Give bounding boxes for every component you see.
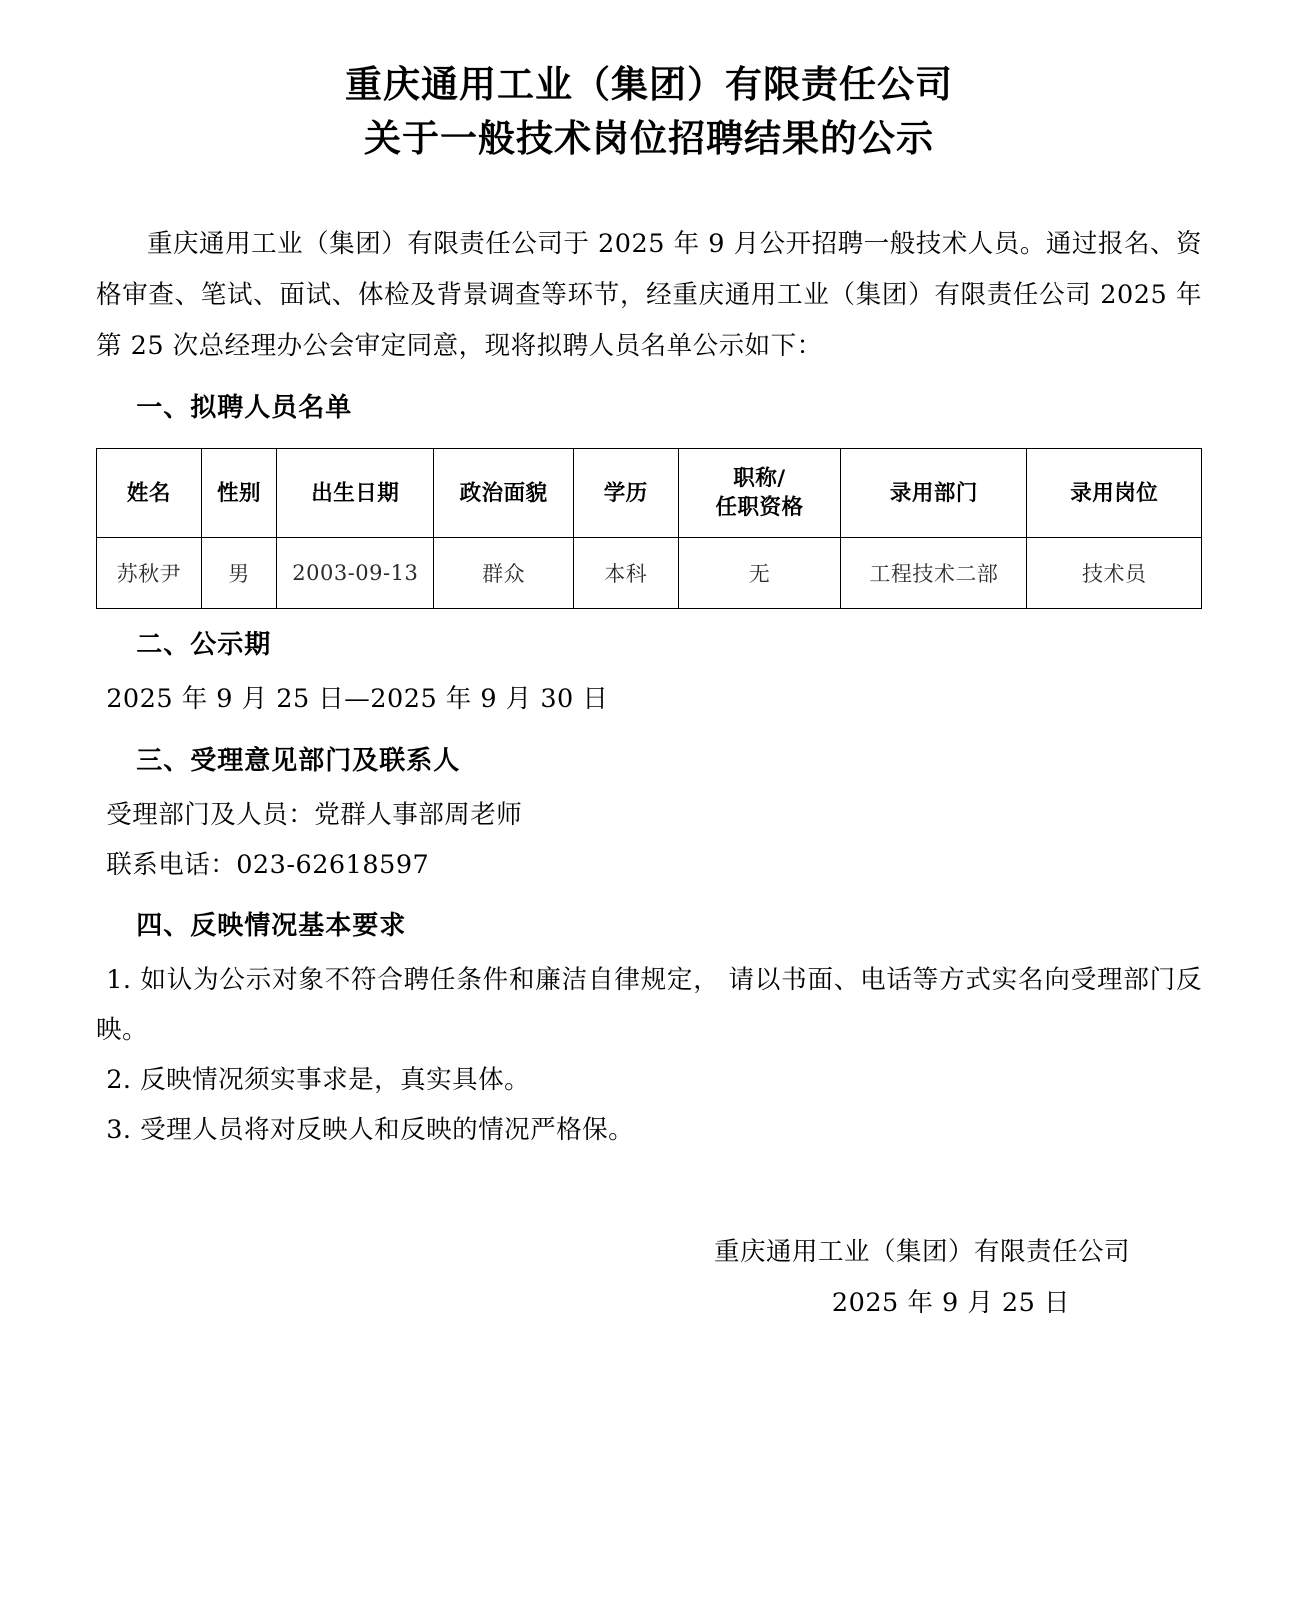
- page-title-line-1: 重庆通用工业（集团）有限责任公司: [345, 63, 953, 106]
- header-text: 录用岗位: [1070, 480, 1159, 506]
- section-heading-two: 二、公示期: [136, 630, 272, 661]
- header-text-line-2: 任职资格: [715, 495, 804, 521]
- cell-position: 技术员: [1027, 538, 1202, 609]
- header-text: 性别: [216, 480, 261, 506]
- cell-name: 苏秋尹: [97, 538, 202, 609]
- table-header-cell-education: [573, 449, 678, 538]
- requirement-item-2: 2. 反映情况须实事求是，真实具体。: [106, 1064, 531, 1095]
- table-header-cell-position: [1027, 449, 1202, 538]
- requirement-item-1: 1. 如认为公示对象不符合聘任条件和廉洁自律规定， 请以书面、电话等方式实名向受理部门反映。: [96, 965, 1202, 1046]
- document-body: [96, 219, 1202, 1329]
- contact-department-line: 受理部门及人员：党群人事部周老师: [106, 800, 523, 830]
- table-header-row: [97, 449, 1202, 538]
- cell-department: 工程技术二部: [841, 538, 1027, 609]
- signature-block: [96, 1227, 1202, 1329]
- section-heading-one: 一、拟聘人员名单: [136, 393, 353, 424]
- table-header-cell-department: [841, 449, 1027, 538]
- appointee-roster-table: [96, 448, 1202, 609]
- cell-gender: 男: [201, 538, 277, 609]
- header-text: 学历: [603, 480, 648, 506]
- publicity-period-line: 2025 年 9 月 25 日—2025 年 9 月 30 日: [106, 684, 609, 715]
- cell-education: 本科: [573, 538, 678, 609]
- cell-birthdate: 2003-09-13: [277, 538, 434, 609]
- header-text: 出生日期: [311, 480, 400, 506]
- intro-paragraph: 重庆通用工业（集团）有限责任公司于 2025 年 9 月公开招聘一般技术人员。通过报名、资格审查、笔试、面试、体检及背景调查等环节，经重庆通用工业（集团）有限责任公司 2025 年第 25 次总经理办公会审定同意，现将拟聘人员名单公示如下：: [96, 229, 1202, 362]
- header-text: 政治面貌: [459, 480, 548, 506]
- requirement-item-3: 3. 受理人员将对反映人和反映的情况严格保。: [106, 1114, 635, 1145]
- signature-org: 重庆通用工业（集团）有限责任公司: [713, 1237, 1130, 1268]
- cell-title-qualification: 无: [678, 538, 841, 609]
- header-text-line-1: 职称/: [733, 466, 786, 492]
- table-header-cell-political-status: [434, 449, 574, 538]
- table-header-cell-gender: [201, 449, 277, 538]
- page-title: [96, 58, 1202, 165]
- page-title-line-2: 关于一般技术岗位招聘结果的公示: [364, 116, 934, 160]
- signature-date: 2025 年 9 月 25 日: [831, 1288, 1070, 1319]
- header-text: 录用部门: [889, 480, 978, 506]
- header-text: 姓名: [126, 480, 171, 506]
- section-heading-four: 四、反映情况基本要求: [136, 911, 407, 942]
- table-header-cell-title-qualification: [678, 449, 841, 538]
- table-header-cell-name: [97, 449, 202, 538]
- contact-phone-line: 联系电话：023-62618597: [106, 849, 430, 880]
- cell-political-status: 群众: [434, 538, 574, 609]
- table-row: [97, 538, 1202, 609]
- section-heading-three: 三、受理意见部门及联系人: [136, 746, 461, 776]
- table-header-cell-birthdate: [277, 449, 434, 538]
